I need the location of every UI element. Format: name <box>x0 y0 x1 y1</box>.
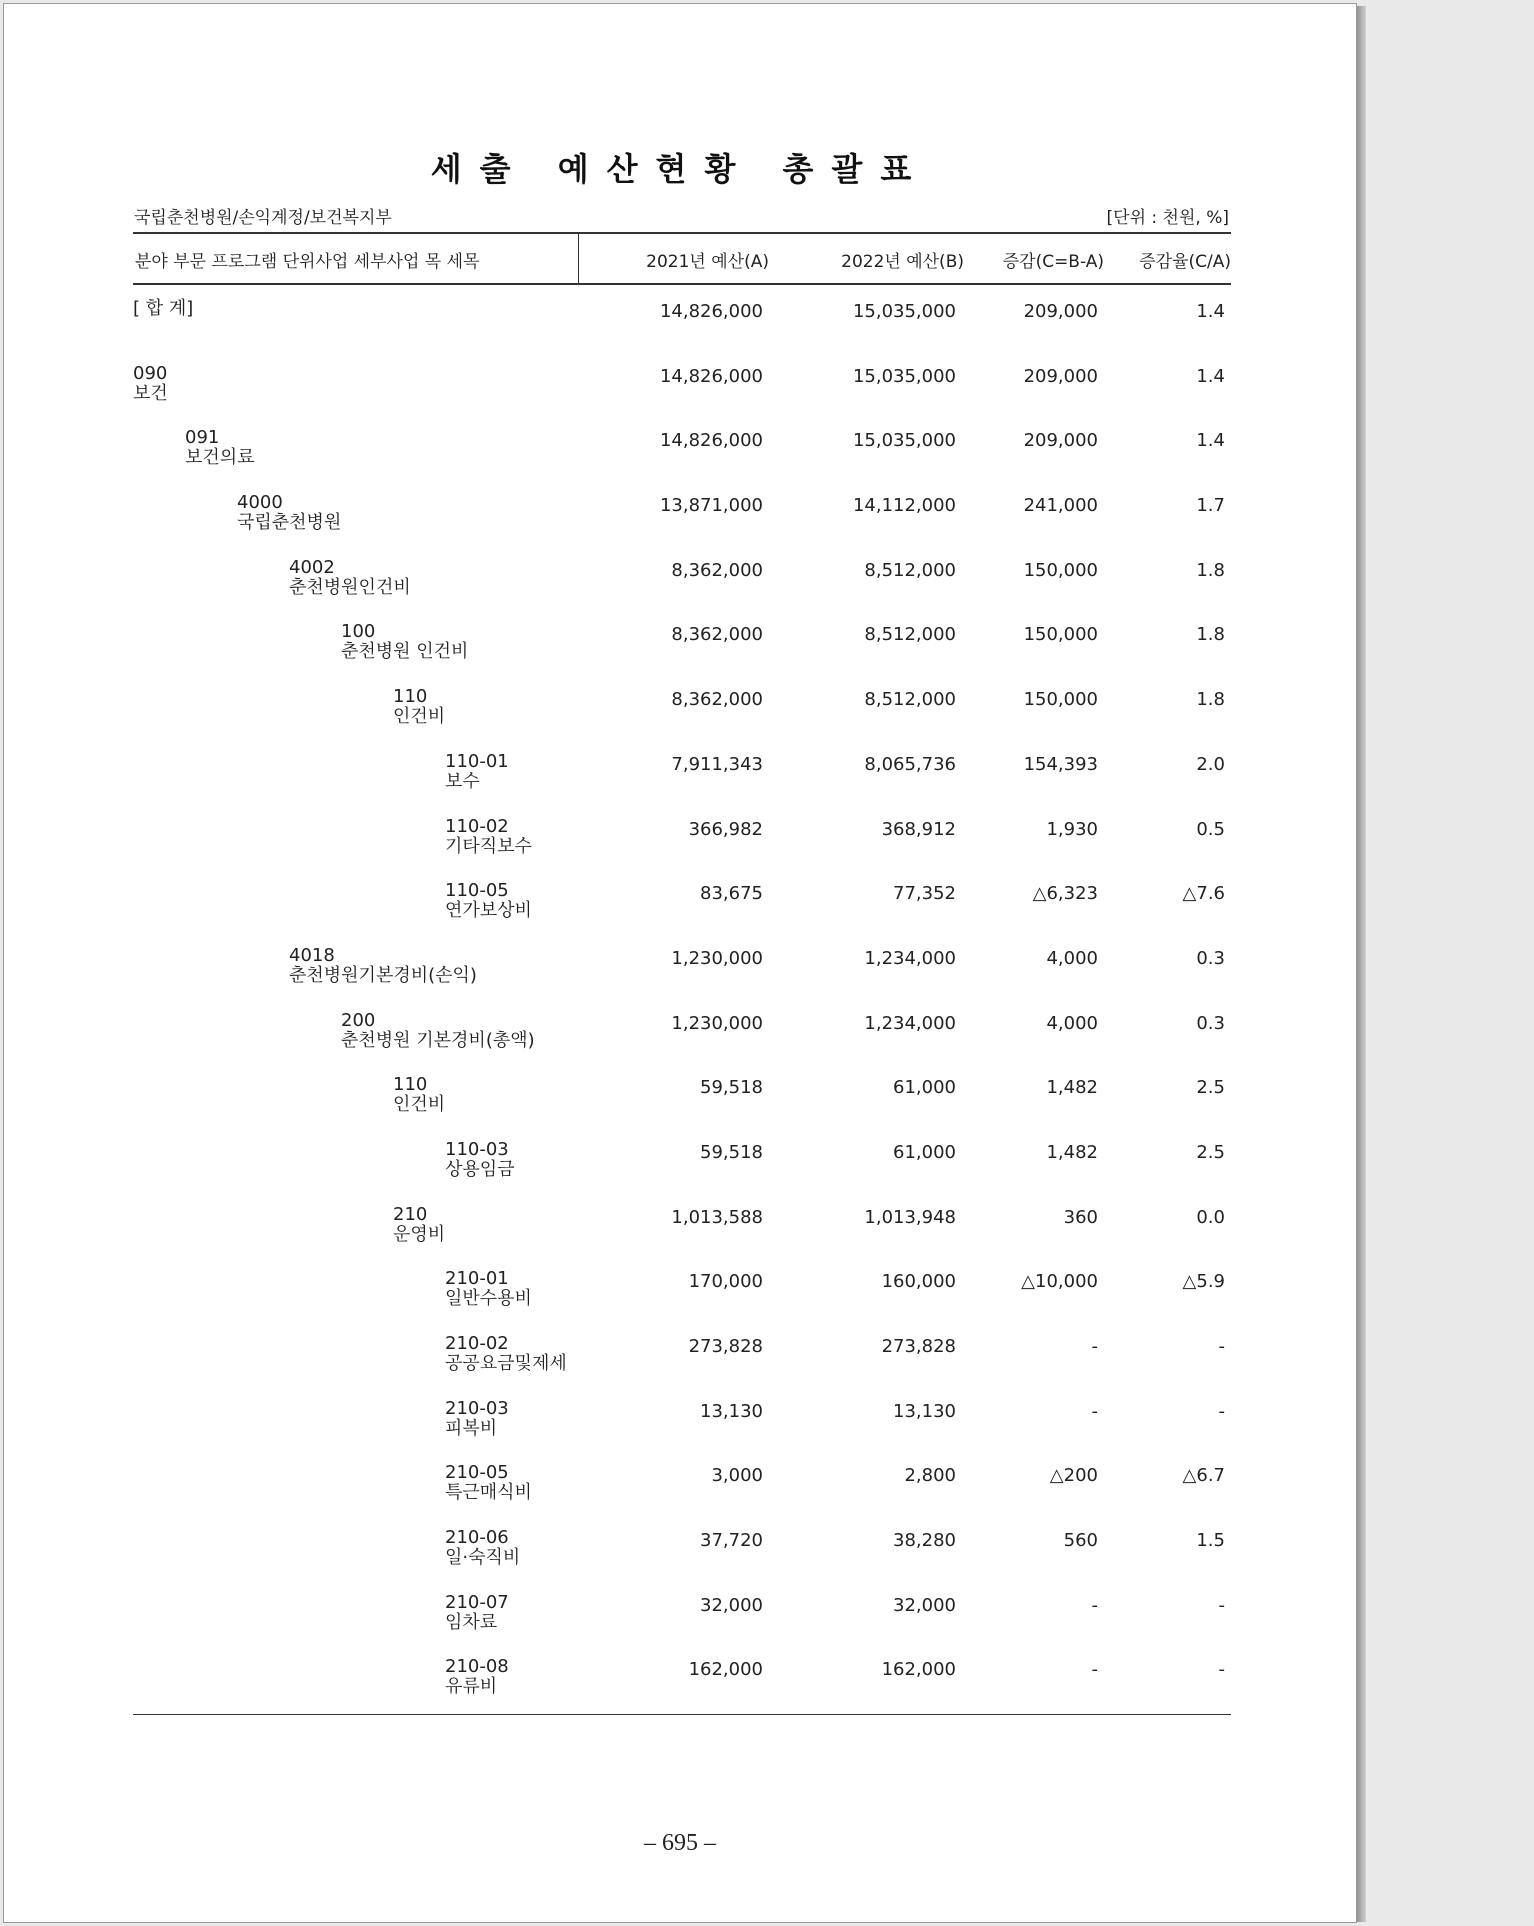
row-label <box>445 1269 532 1309</box>
row-label <box>341 1011 535 1051</box>
page-shadow <box>1356 6 1366 1922</box>
table-row <box>133 673 1231 738</box>
table-row <box>133 285 1231 350</box>
budget-2021-cell: 59,518 <box>700 1077 763 1099</box>
change-cell: 209,000 <box>1023 301 1098 322</box>
header-classification: 분야 부문 프로그램 단위사업 세부사업 목 세목 <box>133 234 579 284</box>
row-name: 인건비 <box>393 706 446 728</box>
row-label <box>133 364 168 404</box>
table-body <box>133 285 1231 1708</box>
table-row <box>133 803 1231 868</box>
change-rate-cell: △7.6 <box>1182 883 1225 905</box>
row-name: 기타직보수 <box>445 835 532 857</box>
row-name: 보건의료 <box>185 447 255 469</box>
row-label <box>341 622 468 662</box>
row-code: 200 <box>341 1009 376 1031</box>
change-cell: 560 <box>1063 1530 1098 1552</box>
page-title: 세출 예산현황 총괄표 <box>430 150 930 188</box>
organization-path: 국립춘천병원/손익계정/보건복지부 <box>134 208 392 228</box>
change-cell: 360 <box>1063 1206 1098 1228</box>
change-cell: 241,000 <box>1023 495 1098 517</box>
table-row <box>133 1255 1231 1320</box>
row-name: 유류비 <box>445 1676 498 1698</box>
change-cell: - <box>1091 1594 1098 1616</box>
change-cell: 150,000 <box>1023 689 1098 711</box>
row-label <box>445 1657 509 1697</box>
row-code: 110-01 <box>445 750 509 772</box>
budget-2021-cell: 37,720 <box>700 1530 763 1552</box>
budget-2022-cell: 8,065,736 <box>864 753 956 775</box>
budget-2022-cell: 1,013,948 <box>864 1206 956 1228</box>
budget-2022-cell: 61,000 <box>893 1141 956 1163</box>
change-rate-cell: △5.9 <box>1182 1271 1225 1293</box>
change-cell: △10,000 <box>1021 1271 1098 1293</box>
budget-2021-cell: 14,826,000 <box>659 365 763 387</box>
change-rate-cell: 1.7 <box>1196 495 1225 517</box>
change-cell: 4,000 <box>1046 1012 1098 1034</box>
table-row <box>133 867 1231 932</box>
budget-2021-cell: 7,911,343 <box>671 753 763 775</box>
row-label <box>393 1205 445 1245</box>
header-change: 증감(C=B-A) <box>1002 251 1104 272</box>
table-row <box>133 479 1231 544</box>
budget-2021-cell: 1,230,000 <box>671 947 763 969</box>
change-cell: △200 <box>1049 1465 1098 1487</box>
budget-2021-cell: 8,362,000 <box>671 689 763 711</box>
table-row <box>133 1579 1231 1644</box>
table-row <box>133 1385 1231 1450</box>
row-code: 110 <box>393 686 428 708</box>
budget-2022-cell: 1,234,000 <box>864 947 956 969</box>
row-label <box>393 687 445 727</box>
row-label <box>445 1334 567 1374</box>
row-code: 210-06 <box>445 1527 509 1549</box>
change-rate-cell: 1.4 <box>1196 365 1225 387</box>
row-code: 4018 <box>289 944 335 966</box>
unit-note: [단위 : 천원, %] <box>1106 208 1229 228</box>
document-page <box>3 3 1357 1923</box>
row-code: 210 <box>393 1203 428 1225</box>
change-cell: 1,482 <box>1046 1077 1098 1099</box>
row-name: 춘천병원기본경비(손익) <box>289 964 477 986</box>
budget-2021-cell: 1,230,000 <box>671 1012 763 1034</box>
table-row <box>133 1061 1231 1126</box>
change-rate-cell: 2.5 <box>1196 1077 1225 1099</box>
budget-2022-cell: 1,234,000 <box>864 1012 956 1034</box>
budget-2022-cell: 160,000 <box>881 1271 956 1293</box>
row-code: [ 합 계] <box>133 298 194 319</box>
table-row <box>133 1643 1231 1708</box>
table-row <box>133 997 1231 1062</box>
budget-2021-cell: 170,000 <box>688 1271 763 1293</box>
change-cell: 150,000 <box>1023 559 1098 581</box>
row-name: 피복비 <box>445 1417 498 1439</box>
row-code: 210-07 <box>445 1591 509 1613</box>
budget-2022-cell: 368,912 <box>881 818 956 840</box>
change-rate-cell: 1.4 <box>1196 301 1225 322</box>
row-code: 4002 <box>289 556 335 578</box>
budget-2021-cell: 32,000 <box>700 1594 763 1616</box>
table-row <box>133 1449 1231 1514</box>
row-code: 110-05 <box>445 880 509 902</box>
budget-2022-cell: 15,035,000 <box>852 301 956 322</box>
budget-2021-cell: 162,000 <box>688 1659 763 1681</box>
change-rate-cell: 1.5 <box>1196 1530 1225 1552</box>
row-label <box>445 817 532 857</box>
row-code: 210-03 <box>445 1397 509 1419</box>
table-row <box>133 1126 1231 1191</box>
header-budget-2021: 2021년 예산(A) <box>646 251 769 272</box>
change-rate-cell: 1.8 <box>1196 559 1225 581</box>
budget-2021-cell: 273,828 <box>688 1336 763 1357</box>
row-name: 상용임금 <box>445 1158 515 1180</box>
table-row <box>133 544 1231 609</box>
row-label <box>133 299 193 319</box>
budget-2021-cell: 14,826,000 <box>659 301 763 322</box>
table-row <box>133 738 1231 803</box>
header-budget-2022: 2022년 예산(B) <box>841 251 964 272</box>
row-label <box>445 1140 515 1180</box>
budget-2022-cell: 32,000 <box>893 1594 956 1616</box>
row-name: 보건 <box>133 382 168 404</box>
budget-2022-cell: 38,280 <box>893 1530 956 1552</box>
budget-2022-cell: 273,828 <box>881 1336 956 1357</box>
change-cell: 1,930 <box>1046 818 1098 840</box>
subheader <box>134 203 1229 228</box>
change-cell: 209,000 <box>1023 430 1098 452</box>
page-number: – 695 – <box>644 1830 716 1856</box>
row-label <box>445 1463 532 1503</box>
row-name: 임차료 <box>445 1611 498 1633</box>
change-rate-cell: - <box>1218 1594 1225 1616</box>
row-name: 국립춘천병원 <box>237 512 342 534</box>
row-name: 공공요금및제세 <box>445 1353 567 1374</box>
row-name: 보수 <box>445 770 480 792</box>
table-row <box>133 1514 1231 1579</box>
budget-2022-cell: 2,800 <box>904 1465 956 1487</box>
change-cell: - <box>1091 1659 1098 1681</box>
budget-2021-cell: 13,871,000 <box>659 495 763 517</box>
row-code: 100 <box>341 621 376 643</box>
row-label <box>289 946 477 986</box>
row-label <box>445 1528 520 1568</box>
budget-2022-cell: 162,000 <box>881 1659 956 1681</box>
row-label <box>445 752 509 792</box>
change-cell: 209,000 <box>1023 365 1098 387</box>
change-rate-cell: 1.8 <box>1196 689 1225 711</box>
change-rate-cell: 2.5 <box>1196 1141 1225 1163</box>
budget-2021-cell: 3,000 <box>711 1465 763 1487</box>
change-rate-cell: 2.0 <box>1196 753 1225 775</box>
row-label <box>185 428 255 468</box>
change-rate-cell: 1.8 <box>1196 624 1225 646</box>
row-name: 춘천병원 기본경비(총액) <box>341 1029 535 1051</box>
row-code: 110 <box>393 1074 428 1096</box>
budget-2021-cell: 59,518 <box>700 1141 763 1163</box>
row-label <box>445 1399 509 1439</box>
budget-2022-cell: 77,352 <box>893 883 956 905</box>
change-rate-cell: - <box>1218 1659 1225 1681</box>
row-code: 210-01 <box>445 1268 509 1290</box>
change-cell: 154,393 <box>1023 753 1098 775</box>
row-code: 110-02 <box>445 815 509 837</box>
row-label <box>445 1593 509 1633</box>
change-rate-cell: 0.5 <box>1196 818 1225 840</box>
budget-2022-cell: 13,130 <box>893 1400 956 1422</box>
change-rate-cell: 0.0 <box>1196 1206 1225 1228</box>
budget-2022-cell: 8,512,000 <box>864 559 956 581</box>
budget-2021-cell: 13,130 <box>700 1400 763 1422</box>
budget-2021-cell: 14,826,000 <box>659 430 763 452</box>
row-code: 090 <box>133 362 168 384</box>
budget-2021-cell: 8,362,000 <box>671 559 763 581</box>
budget-2021-cell: 8,362,000 <box>671 624 763 646</box>
row-name: 춘천병원 인건비 <box>341 641 469 663</box>
change-rate-cell: △6.7 <box>1182 1465 1225 1487</box>
row-code: 091 <box>185 427 220 449</box>
row-label <box>445 881 532 921</box>
row-name: 연가보상비 <box>445 900 532 922</box>
budget-2022-cell: 8,512,000 <box>864 689 956 711</box>
budget-2022-cell: 14,112,000 <box>852 495 956 517</box>
change-rate-cell: 0.3 <box>1196 1012 1225 1034</box>
table-row <box>133 414 1231 479</box>
table-header <box>133 234 1231 284</box>
table-row <box>133 932 1231 997</box>
table-bottom-rule <box>133 1714 1231 1715</box>
budget-2022-cell: 15,035,000 <box>852 430 956 452</box>
budget-2022-cell: 8,512,000 <box>864 624 956 646</box>
header-change-rate: 증감율(C/A) <box>1139 251 1231 272</box>
row-code: 210-08 <box>445 1656 509 1678</box>
change-cell: 4,000 <box>1046 947 1098 969</box>
change-cell: 150,000 <box>1023 624 1098 646</box>
table-row <box>133 1320 1231 1385</box>
row-name: 춘천병원인건비 <box>289 576 411 598</box>
row-name: 일반수용비 <box>445 1288 532 1310</box>
row-label <box>237 493 341 533</box>
change-rate-cell: - <box>1218 1336 1225 1357</box>
row-label <box>393 1075 445 1115</box>
row-code: 210-05 <box>445 1462 509 1484</box>
row-code: 110-03 <box>445 1138 509 1160</box>
budget-2022-cell: 61,000 <box>893 1077 956 1099</box>
budget-2022-cell: 15,035,000 <box>852 365 956 387</box>
table-row <box>133 608 1231 673</box>
change-rate-cell: 1.4 <box>1196 430 1225 452</box>
change-cell: △6,323 <box>1032 883 1098 905</box>
change-cell: 1,482 <box>1046 1141 1098 1163</box>
change-cell: - <box>1091 1400 1098 1422</box>
budget-2021-cell: 83,675 <box>700 883 763 905</box>
row-code: 4000 <box>237 492 283 514</box>
change-rate-cell: - <box>1218 1400 1225 1422</box>
budget-2021-cell: 366,982 <box>688 818 763 840</box>
row-label <box>289 558 411 598</box>
change-cell: - <box>1091 1336 1098 1357</box>
row-name: 특근매식비 <box>445 1482 532 1504</box>
change-rate-cell: 0.3 <box>1196 947 1225 969</box>
table-row <box>133 1191 1231 1256</box>
budget-2021-cell: 1,013,588 <box>671 1206 763 1228</box>
row-name: 인건비 <box>393 1094 446 1116</box>
table-row <box>133 350 1231 415</box>
row-name: 일·숙직비 <box>445 1547 521 1569</box>
row-code: 210-02 <box>445 1333 509 1354</box>
row-name: 운영비 <box>393 1223 446 1245</box>
